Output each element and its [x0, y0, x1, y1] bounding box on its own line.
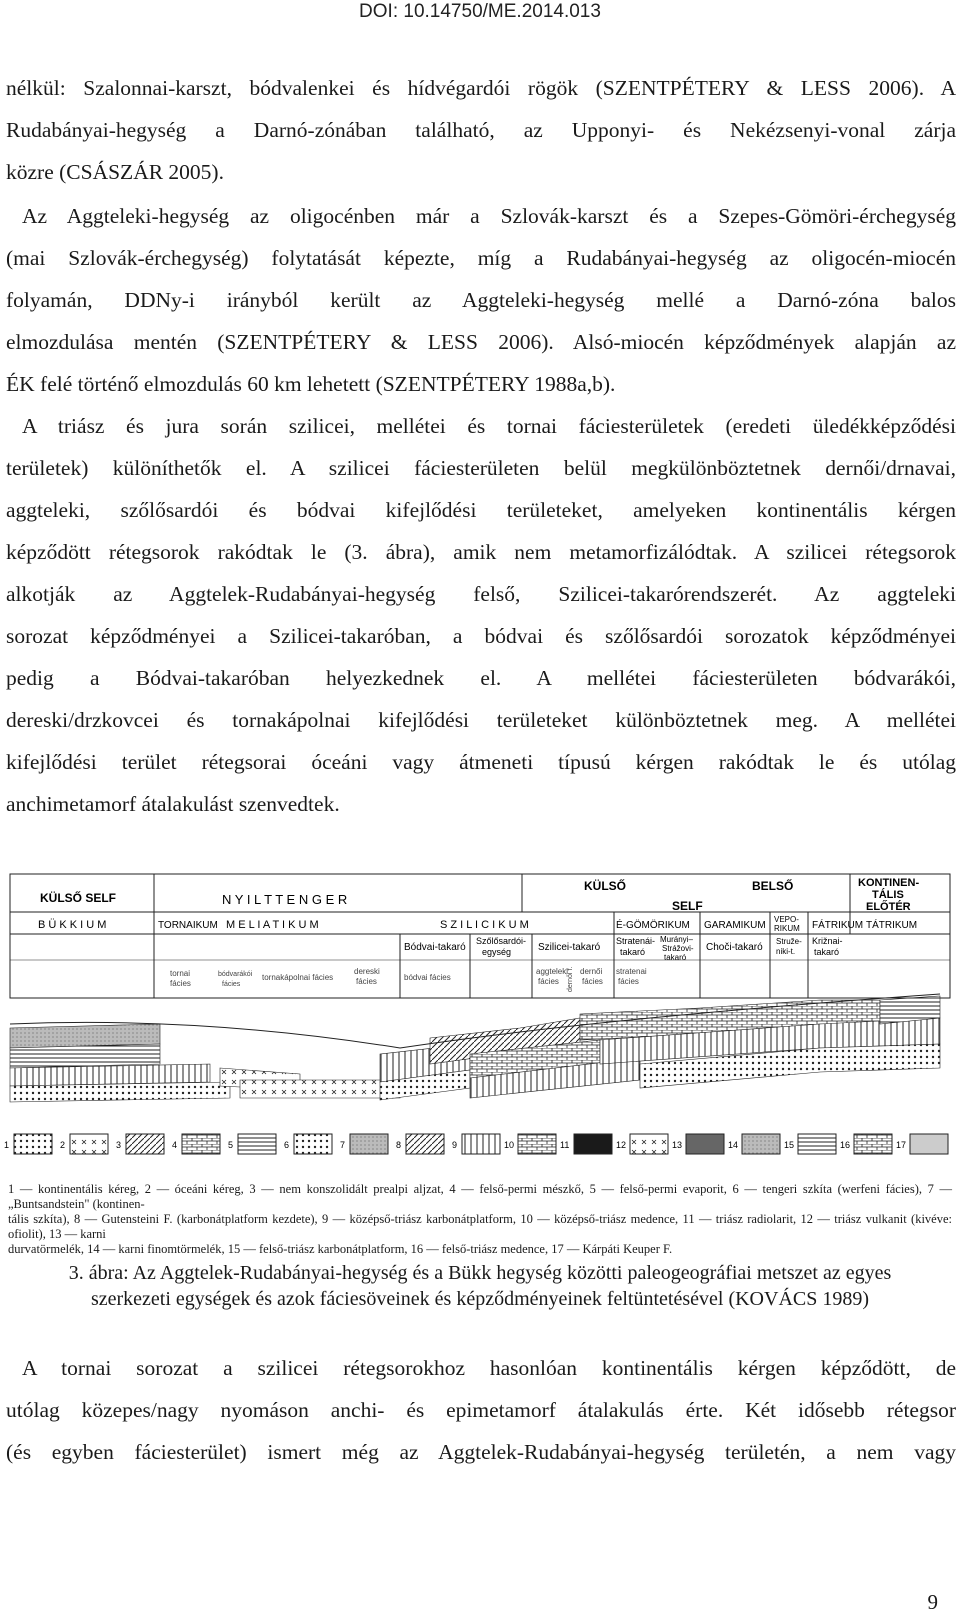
- label-tornai-facies: fácies: [170, 979, 191, 988]
- text-line: anchimetamorf átalakulást szenvedtek.: [6, 792, 340, 816]
- label-muranyi: Murányi–: [660, 935, 693, 944]
- legend-number: 17: [896, 1140, 907, 1150]
- figure-caption: szerkezeti egységek és azok fáciesöveinek és képződményeinek feltüntetésével (KOVÁCS 1989): [90, 1288, 870, 1310]
- label-belso: BELSŐ: [752, 879, 794, 893]
- legend-number: 5: [228, 1140, 234, 1150]
- label-stratenai: takaró: [620, 947, 646, 957]
- label-self: SELF: [672, 899, 703, 913]
- label-aggteleki-facies: fácies: [538, 977, 559, 986]
- label-kriznai: takaró: [814, 947, 840, 957]
- text-line: sorozat képződményei a Szilicei-takaróban, a bódvai és szőlősardói sorozatok képződményei: [6, 624, 956, 648]
- legend-number: 16: [840, 1140, 851, 1150]
- label-stratenai-facies: fácies: [618, 977, 639, 986]
- legend-number: 9: [452, 1140, 458, 1150]
- text-line: pedig a Bódvai-takaróban helyezkednek el. A mellétei fáciesterületen bódvarákói,: [6, 666, 956, 690]
- label-fatrikum: FÁTRIKUM: [812, 920, 864, 931]
- legend-number: 3: [116, 1140, 122, 1150]
- legend-swatches: [4, 1134, 948, 1154]
- label-kontinentalis: TÁLIS: [872, 889, 904, 901]
- label-kontinentalis: ELŐTÉR: [866, 901, 911, 913]
- legend-number: 6: [284, 1140, 290, 1150]
- legend-number: 12: [616, 1140, 627, 1150]
- label-kulso-self: KÜLSŐ SELF: [40, 891, 117, 905]
- text-line: nélkül: Szalonnai-karszt, bódvalenkei és hídvégardói rögök (SZENTPÉTERY & LESS 2006). A: [6, 76, 956, 100]
- legend-number: 8: [396, 1140, 402, 1150]
- legend-number: 2: [60, 1140, 66, 1150]
- label-veporikum: VEPO-: [774, 915, 799, 924]
- cross-section-strata: [10, 994, 940, 1102]
- label-szolosardoi: egység: [482, 947, 512, 957]
- legend-line: 1 — kontinentális kéreg, 2 — óceáni kéreg, 3 — nem konszolidált prealpi aljzat, 4 — felső-permi mészkő, 5 — felső-permi evaporit, 6 — tengeri szkíta (werfeni fácies), 7 — „Buntsandstein" (kontinen-: [8, 1182, 952, 1211]
- text-line: képződött rétegsorok rakódtak le (3. ábra), amik nem metamorfizálódtak. A szilicei rétegsorok: [6, 540, 956, 564]
- label-demoi-facies: dernői: [580, 967, 603, 976]
- label-tornakapolnai-facies: tornakápolnai fácies: [262, 973, 334, 982]
- text-line: alkotják az Aggtelek-Rudabányai-hegység felső, Szilicei-takarórendszerét. Az aggteleki: [6, 582, 956, 606]
- legend-line: durvatörmelék, 14 — karni finomtörmelék, 15 — felső-triász karbonátplatform, 16 — felső-triász medence, 17 — Kárpáti Keuper F.: [8, 1242, 673, 1256]
- label-demoi-facies: fácies: [582, 977, 603, 986]
- label-struze: niki-t.: [776, 947, 796, 956]
- label-dereski-facies: fácies: [356, 977, 377, 986]
- label-stratenai-facies: stratenai: [616, 967, 647, 976]
- text-line: A tornai sorozat a szilicei rétegsorokhoz hasonlóan kontinentális kérgen képződött, de: [22, 1356, 956, 1380]
- label-veporikum: RIKUM: [774, 924, 800, 933]
- text-line: területek) különíthetők el. A szilicei fáciesterületen belül megkülönböztetnek dernői/drnavai,: [6, 456, 956, 480]
- label-bodvai-takaro: Bódvai-takaró: [404, 942, 466, 953]
- label-tatrikum: TÁTRIKUM: [866, 920, 918, 931]
- figure-legend: [8, 1182, 952, 1257]
- legend-number: 4: [172, 1140, 178, 1150]
- label-dernoi-f: dernői f.: [567, 966, 574, 992]
- label-choci-takaro: Choči-takaró: [706, 942, 763, 953]
- legend-number: 14: [728, 1140, 739, 1150]
- label-tornaikum: TORNAIKUM: [158, 920, 218, 931]
- label-szolosardoi: Szőlősardói-: [476, 936, 527, 946]
- text-line: (mai Szlovák-érchegység) folytatását képezte, míg a Rudabányai-hegység az oligocén-miocén: [6, 246, 956, 270]
- label-stratenai: Stratenái-: [616, 936, 656, 946]
- text-line: elmozdulása mentén (SZENTPÉTERY & LESS 2006). Alsó-miocén képződmények alapján az: [6, 330, 956, 354]
- label-bukkium: B Ü K K I U M: [38, 919, 107, 931]
- legend-number: 7: [340, 1140, 346, 1150]
- doi-header: DOI: 10.14750/ME.2014.013: [359, 1, 601, 22]
- text-line: közre (CSÁSZÁR 2005).: [6, 160, 224, 184]
- label-bodvai-facies: bódvai fácies: [404, 973, 451, 982]
- legend-number: 15: [784, 1140, 795, 1150]
- legend-number: 1: [4, 1140, 10, 1150]
- label-struze: Struže-: [776, 937, 802, 946]
- text-line: dereski/drzkovcei és tornakápolnai kifejlődési területeket különböztetnek meg. A mellétei: [6, 708, 956, 732]
- text-line: A triász és jura során szilicei, mellétei és tornai fáciesterületek (eredeti üledékképződési: [22, 414, 956, 438]
- text-line: kifejlődési terület rétegsorai óceáni vagy átmeneti típusú kérgen rakódtak le és utólag: [6, 750, 956, 774]
- label-muranyi: takaró: [664, 953, 687, 962]
- legend-number: 11: [560, 1140, 570, 1150]
- label-kulso: KÜLSŐ: [584, 879, 626, 893]
- legend-number: 10: [504, 1140, 515, 1150]
- label-muranyi: Strážovi-: [662, 944, 694, 953]
- label-szilicei-takaro: Szilicei-takaró: [538, 942, 601, 953]
- text-line: utólag közepes/nagy nyomáson anchi- és epimetamorf átalakulás érte. Két idősebb rétegsor: [6, 1398, 956, 1422]
- legend-number: 13: [672, 1140, 683, 1150]
- label-kontinentalis: KONTINEN-: [858, 877, 920, 889]
- text-line: aggteleki, szőlősardói és bódvai kifejlődési területeket, amelyeken kontinentális kérgen: [6, 498, 956, 522]
- text-line: Az Aggteleki-hegység az oligocénben már a Szlovák-karszt és a Szepes-Gömöri-érchegység: [22, 204, 956, 228]
- text-line: ÉK felé történő elmozdulás 60 km lehetett (SZENTPÉTERY 1988a,b).: [6, 372, 616, 396]
- legend-line: tális szkíta), 8 — Gutensteini F. (karbonátplatform kezdete), 9 — középső-triász karbonátplatform, 10 — középső-triász medence, 11 — triász radiolarit, 12 — triász vulkanit (kivéve: ofiolit), 13 — karni: [8, 1212, 952, 1241]
- page-number: 9: [927, 1590, 938, 1614]
- text-line: (és egyben fáciesterület) ismert még az Aggtelek-Rudabányai-hegység területén, a nem vagy: [6, 1440, 956, 1464]
- label-tornai-facies: tornai: [170, 969, 191, 978]
- figure-caption: 3. ábra: Az Aggtelek-Rudabányai-hegység és a Bükk hegység közötti paleogeográfiai metszet az egyes: [68, 1262, 892, 1284]
- label-szilicikum: S Z I L I C I K U M: [440, 919, 529, 931]
- label-meliatikum: M E L I A T I K U M: [226, 919, 319, 931]
- label-bodvarakoi-facies: fácies: [222, 981, 241, 988]
- label-e-gomorikum: É-GÖMÖRIKUM: [616, 920, 690, 931]
- label-bodvarakoi-facies: bódvarákói: [218, 971, 253, 978]
- label-aggteleki-facies: aggteleki: [536, 967, 569, 976]
- section-diagram: [0, 868, 960, 1168]
- label-nyilt-tenger: N Y I L T T E N G E R: [222, 892, 348, 907]
- text-line: folyamán, DDNy-i irányból került az Aggteleki-hegység mellé a Darnó-zóna balos: [6, 288, 956, 312]
- label-kriznai: Križnai-: [812, 936, 843, 946]
- text-line: Rudabányai-hegység a Darnó-zónában található, az Upponyi- és Nekézsenyi-vonal zárja: [6, 118, 956, 142]
- label-garamikum: GARAMIKUM: [704, 920, 766, 931]
- label-dereski-facies: dereski: [354, 967, 380, 976]
- paleogeographic-section-figure: [0, 868, 960, 1168]
